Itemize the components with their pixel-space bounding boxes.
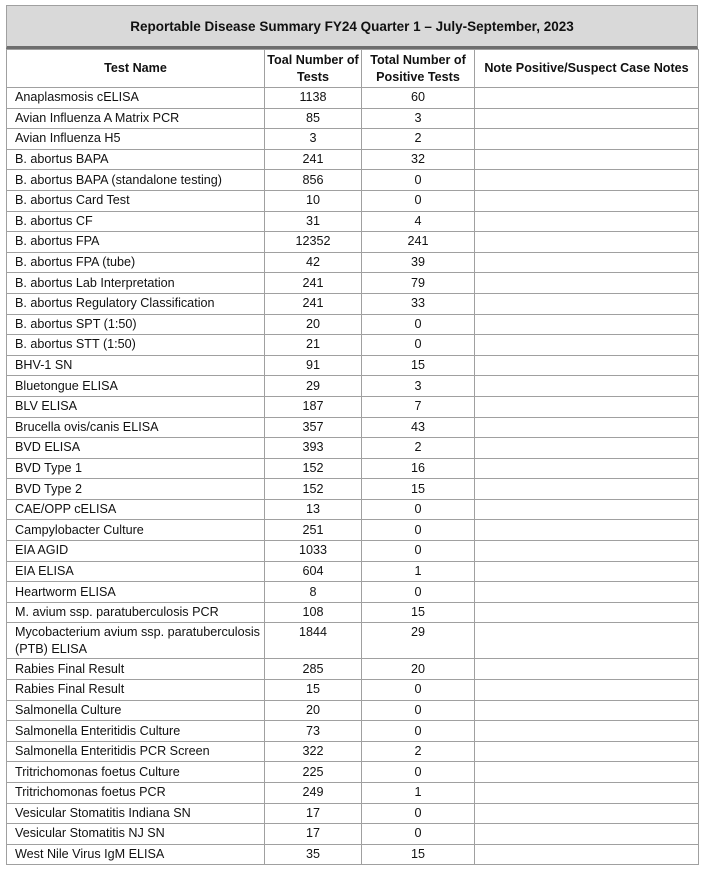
cell-positive-tests: 0 (362, 190, 475, 211)
cell-notes (475, 762, 699, 783)
cell-notes (475, 335, 699, 356)
cell-notes (475, 438, 699, 459)
table-row (7, 376, 699, 397)
cell-notes (475, 623, 699, 659)
cell-total-tests: 13 (265, 499, 362, 520)
cell-test-name: B. abortus CF (7, 211, 265, 232)
cell-test-name: M. avium ssp. paratuberculosis PCR (7, 602, 265, 623)
cell-notes (475, 824, 699, 845)
table-row (7, 844, 699, 865)
table-row (7, 293, 699, 314)
cell-positive-tests: 0 (362, 721, 475, 742)
cell-test-name: Vesicular Stomatitis NJ SN (7, 824, 265, 845)
cell-notes (475, 741, 699, 762)
cell-notes (475, 211, 699, 232)
cell-positive-tests: 2 (362, 129, 475, 150)
cell-total-tests: 241 (265, 149, 362, 170)
cell-notes (475, 170, 699, 191)
cell-notes (475, 376, 699, 397)
cell-notes (475, 458, 699, 479)
cell-notes (475, 293, 699, 314)
table-row (7, 417, 699, 438)
table-row (7, 170, 699, 191)
cell-test-name: Mycobacterium avium ssp. paratuberculosis (PTB) ELISA (7, 623, 265, 659)
table-row (7, 479, 699, 500)
cell-positive-tests: 1 (362, 561, 475, 582)
cell-total-tests: 1138 (265, 88, 362, 109)
cell-positive-tests: 15 (362, 355, 475, 376)
cell-test-name: B. abortus STT (1:50) (7, 335, 265, 356)
cell-notes (475, 190, 699, 211)
cell-notes (475, 149, 699, 170)
table-row (7, 458, 699, 479)
cell-positive-tests: 16 (362, 458, 475, 479)
cell-total-tests: 1844 (265, 623, 362, 659)
cell-notes (475, 721, 699, 742)
table-row (7, 252, 699, 273)
cell-total-tests: 251 (265, 520, 362, 541)
table-row (7, 149, 699, 170)
report-title: Reportable Disease Summary FY24 Quarter 1 – July-September, 2023 (6, 5, 698, 49)
cell-test-name: Tritrichomonas foetus PCR (7, 783, 265, 804)
cell-total-tests: 17 (265, 803, 362, 824)
cell-total-tests: 357 (265, 417, 362, 438)
table-row (7, 211, 699, 232)
header-test-name: Test Name (7, 50, 265, 88)
cell-test-name: West Nile Virus IgM ELISA (7, 844, 265, 865)
table-row (7, 762, 699, 783)
table-row (7, 108, 699, 129)
table-row (7, 438, 699, 459)
header-row (7, 50, 699, 88)
cell-notes (475, 396, 699, 417)
cell-total-tests: 91 (265, 355, 362, 376)
cell-test-name: Vesicular Stomatitis Indiana SN (7, 803, 265, 824)
report-document (6, 5, 698, 865)
cell-notes (475, 232, 699, 253)
cell-test-name: B. abortus SPT (1:50) (7, 314, 265, 335)
cell-positive-tests: 15 (362, 602, 475, 623)
cell-test-name: Campylobacter Culture (7, 520, 265, 541)
cell-positive-tests: 0 (362, 541, 475, 562)
cell-test-name: Brucella ovis/canis ELISA (7, 417, 265, 438)
cell-total-tests: 10 (265, 190, 362, 211)
cell-total-tests: 85 (265, 108, 362, 129)
cell-positive-tests: 241 (362, 232, 475, 253)
cell-positive-tests: 29 (362, 623, 475, 659)
cell-notes (475, 129, 699, 150)
cell-positive-tests: 0 (362, 520, 475, 541)
cell-test-name: B. abortus BAPA (7, 149, 265, 170)
table-row (7, 561, 699, 582)
header-total-tests: Toal Number of Tests (265, 50, 362, 88)
table-row (7, 355, 699, 376)
cell-positive-tests: 60 (362, 88, 475, 109)
cell-positive-tests: 32 (362, 149, 475, 170)
table-row (7, 273, 699, 294)
cell-total-tests: 42 (265, 252, 362, 273)
cell-test-name: Bluetongue ELISA (7, 376, 265, 397)
cell-test-name: Rabies Final Result (7, 659, 265, 680)
disease-summary-table (6, 49, 699, 865)
cell-notes (475, 700, 699, 721)
table-row (7, 623, 699, 659)
cell-total-tests: 322 (265, 741, 362, 762)
cell-total-tests: 187 (265, 396, 362, 417)
table-row (7, 741, 699, 762)
cell-total-tests: 604 (265, 561, 362, 582)
table-row (7, 232, 699, 253)
cell-total-tests: 15 (265, 680, 362, 701)
cell-total-tests: 393 (265, 438, 362, 459)
cell-positive-tests: 20 (362, 659, 475, 680)
table-row (7, 520, 699, 541)
cell-total-tests: 20 (265, 314, 362, 335)
cell-total-tests: 856 (265, 170, 362, 191)
cell-notes (475, 273, 699, 294)
cell-positive-tests: 0 (362, 314, 475, 335)
table-row (7, 680, 699, 701)
cell-test-name: CAE/OPP cELISA (7, 499, 265, 520)
cell-notes (475, 659, 699, 680)
cell-total-tests: 31 (265, 211, 362, 232)
cell-notes (475, 602, 699, 623)
cell-total-tests: 241 (265, 273, 362, 294)
table-row (7, 582, 699, 603)
cell-positive-tests: 0 (362, 700, 475, 721)
table-row (7, 824, 699, 845)
table-row (7, 721, 699, 742)
cell-positive-tests: 43 (362, 417, 475, 438)
cell-total-tests: 1033 (265, 541, 362, 562)
table-row (7, 396, 699, 417)
cell-total-tests: 17 (265, 824, 362, 845)
cell-test-name: BHV-1 SN (7, 355, 265, 376)
cell-total-tests: 241 (265, 293, 362, 314)
cell-notes (475, 355, 699, 376)
cell-test-name: Salmonella Culture (7, 700, 265, 721)
cell-notes (475, 252, 699, 273)
cell-notes (475, 680, 699, 701)
cell-test-name: Rabies Final Result (7, 680, 265, 701)
cell-test-name: Heartworm ELISA (7, 582, 265, 603)
cell-notes (475, 417, 699, 438)
table-row (7, 129, 699, 150)
cell-total-tests: 12352 (265, 232, 362, 253)
cell-test-name: B. abortus BAPA (standalone testing) (7, 170, 265, 191)
cell-notes (475, 499, 699, 520)
cell-total-tests: 152 (265, 458, 362, 479)
cell-total-tests: 108 (265, 602, 362, 623)
cell-positive-tests: 0 (362, 335, 475, 356)
table-row (7, 499, 699, 520)
cell-positive-tests: 15 (362, 479, 475, 500)
cell-notes (475, 108, 699, 129)
cell-positive-tests: 2 (362, 438, 475, 459)
table-row (7, 602, 699, 623)
cell-positive-tests: 0 (362, 803, 475, 824)
table-row (7, 659, 699, 680)
cell-positive-tests: 0 (362, 170, 475, 191)
cell-total-tests: 20 (265, 700, 362, 721)
cell-test-name: EIA AGID (7, 541, 265, 562)
cell-test-name: B. abortus Card Test (7, 190, 265, 211)
cell-test-name: Salmonella Enteritidis PCR Screen (7, 741, 265, 762)
cell-positive-tests: 7 (362, 396, 475, 417)
cell-test-name: BVD Type 1 (7, 458, 265, 479)
cell-test-name: BVD ELISA (7, 438, 265, 459)
cell-positive-tests: 15 (362, 844, 475, 865)
cell-total-tests: 29 (265, 376, 362, 397)
cell-test-name: Avian Influenza A Matrix PCR (7, 108, 265, 129)
cell-total-tests: 225 (265, 762, 362, 783)
cell-positive-tests: 39 (362, 252, 475, 273)
cell-positive-tests: 0 (362, 582, 475, 603)
cell-total-tests: 285 (265, 659, 362, 680)
cell-test-name: EIA ELISA (7, 561, 265, 582)
cell-total-tests: 249 (265, 783, 362, 804)
table-row (7, 314, 699, 335)
cell-total-tests: 8 (265, 582, 362, 603)
cell-test-name: Tritrichomonas foetus Culture (7, 762, 265, 783)
cell-test-name: Avian Influenza H5 (7, 129, 265, 150)
cell-test-name: B. abortus FPA (7, 232, 265, 253)
cell-test-name: B. abortus Lab Interpretation (7, 273, 265, 294)
cell-test-name: Anaplasmosis cELISA (7, 88, 265, 109)
cell-total-tests: 21 (265, 335, 362, 356)
cell-positive-tests: 3 (362, 376, 475, 397)
cell-positive-tests: 33 (362, 293, 475, 314)
cell-notes (475, 582, 699, 603)
table-row (7, 700, 699, 721)
cell-positive-tests: 1 (362, 783, 475, 804)
cell-positive-tests: 2 (362, 741, 475, 762)
cell-notes (475, 803, 699, 824)
table-row (7, 803, 699, 824)
table-row (7, 335, 699, 356)
cell-positive-tests: 3 (362, 108, 475, 129)
cell-notes (475, 783, 699, 804)
table-row (7, 190, 699, 211)
cell-total-tests: 152 (265, 479, 362, 500)
cell-test-name: B. abortus FPA (tube) (7, 252, 265, 273)
cell-positive-tests: 4 (362, 211, 475, 232)
cell-total-tests: 73 (265, 721, 362, 742)
cell-test-name: BVD Type 2 (7, 479, 265, 500)
cell-total-tests: 3 (265, 129, 362, 150)
cell-positive-tests: 0 (362, 680, 475, 701)
table-row (7, 88, 699, 109)
cell-notes (475, 479, 699, 500)
cell-notes (475, 88, 699, 109)
cell-test-name: B. abortus Regulatory Classification (7, 293, 265, 314)
cell-notes (475, 541, 699, 562)
cell-positive-tests: 79 (362, 273, 475, 294)
cell-test-name: BLV ELISA (7, 396, 265, 417)
cell-positive-tests: 0 (362, 499, 475, 520)
cell-notes (475, 520, 699, 541)
header-positive-tests: Total Number of Positive Tests (362, 50, 475, 88)
table-row (7, 541, 699, 562)
cell-positive-tests: 0 (362, 762, 475, 783)
cell-test-name: Salmonella Enteritidis Culture (7, 721, 265, 742)
cell-notes (475, 844, 699, 865)
cell-notes (475, 314, 699, 335)
table-row (7, 783, 699, 804)
cell-positive-tests: 0 (362, 824, 475, 845)
header-notes: Note Positive/Suspect Case Notes (475, 50, 699, 88)
cell-total-tests: 35 (265, 844, 362, 865)
cell-notes (475, 561, 699, 582)
